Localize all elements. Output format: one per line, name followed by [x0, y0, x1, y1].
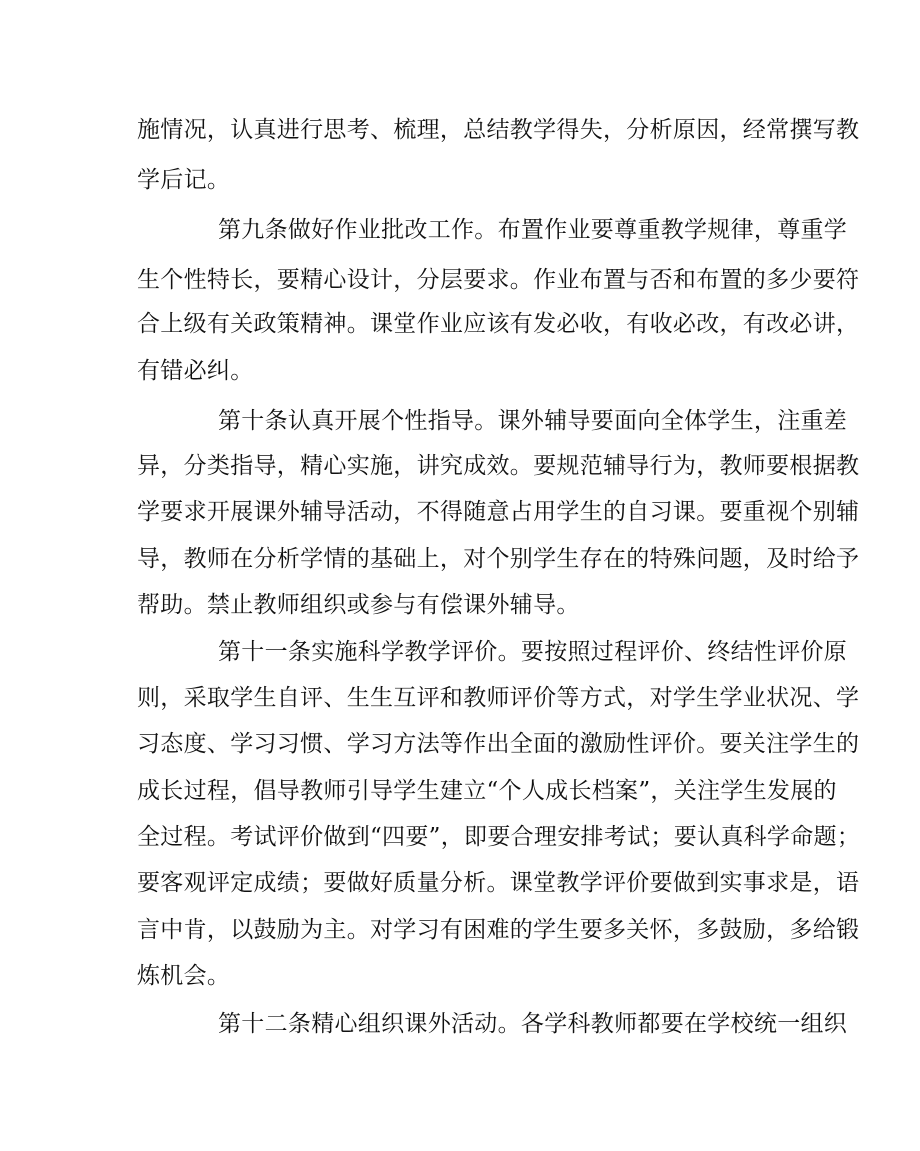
text-line: 则，采取学生自评、生生互评和教师评价等方式，对学生学业状况、学 — [137, 685, 860, 711]
paragraph-start-line: 第十条认真开展个性指导。课外辅导要面向全体学生，注重差 — [218, 408, 848, 434]
text-line: 成长过程，倡导教师引导学生建立“个人成长档案”，关注学生发展的 — [137, 778, 837, 804]
paragraph-start-line: 第十一条实施科学教学评价。要按照过程评价、终结性评价原 — [218, 639, 848, 665]
text-line: 帮助。禁止教师组织或参与有偿课外辅导。 — [137, 592, 580, 618]
text-line: 言中肯，以鼓励为主。对学习有困难的学生要多关怀，多鼓励，多给锻 — [137, 917, 860, 943]
text-line: 导，教师在分析学情的基础上，对个别学生存在的特殊问题，及时给予 — [137, 546, 860, 572]
text-line: 习态度、学习习惯、学习方法等作出全面的激励性评价。要关注学生的 — [137, 731, 860, 757]
text-line: 有错必纠。 — [137, 358, 254, 384]
text-line: 炼机会。 — [137, 963, 231, 989]
text-line: 全过程。考试评价做到“四要”，即要合理安排考试；要认真科学命题； — [137, 824, 861, 850]
text-line: 合上级有关政策精神。课堂作业应该有发必收，有收必改，有改必讲， — [137, 311, 860, 337]
paragraph-start-line: 第九条做好作业批改工作。布置作业要尊重教学规律，尊重学 — [218, 217, 848, 243]
text-line: 要客观评定成绩；要做好质量分析。课堂教学评价要做到实事求是，语 — [137, 870, 860, 896]
text-line: 学后记。 — [137, 167, 231, 193]
text-line: 生个性特长，要精心设计，分层要求。作业布置与否和布置的多少要符 — [137, 267, 860, 293]
text-line: 施情况，认真进行思考、梳理，总结教学得失，分析原因，经常撰写教 — [137, 117, 860, 143]
text-line: 学要求开展课外辅导活动，不得随意占用学生的自习课。要重视个别辅 — [137, 499, 860, 525]
paragraph-start-line: 第十二条精心组织课外活动。各学科教师都要在学校统一组织 — [218, 1011, 848, 1037]
text-line: 异，分类指导，精心实施，讲究成效。要规范辅导行为，教师要根据教 — [137, 453, 860, 479]
